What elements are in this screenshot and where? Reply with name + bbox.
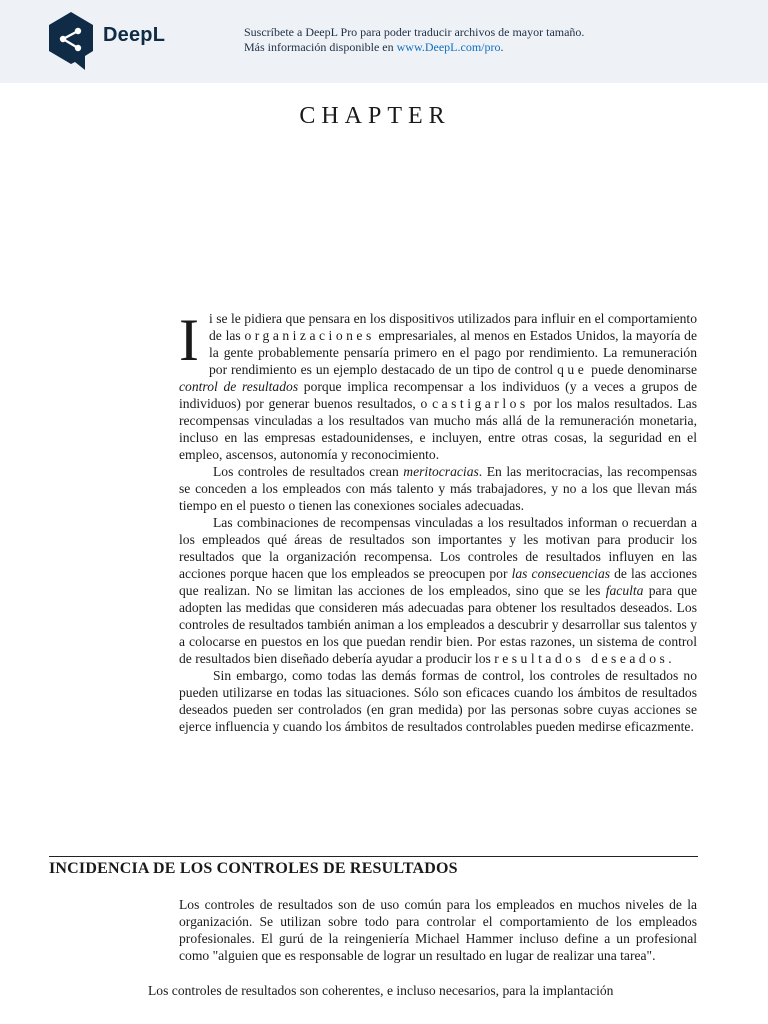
text-run: para que adopten las medidas que consideren más adecuadas para obtener los resultados deseados. Los controles de resultados también animan a los empleados a descubrir y desarrollar sus talentos y a colocarse en puestos en los que puedan rendir bien. Por estas razones, un sistema de control de resultados bien diseñado debería ayudar a producir los xyxy=(179,583,697,666)
deepl-logo[interactable] xyxy=(45,10,175,74)
spaced-word: resultados deseados xyxy=(494,651,669,666)
spaced-word: que xyxy=(557,362,588,377)
text-run: por los malos resultados. Las recompensas vinculadas a los resultados van mucho más allá de la remuneración monetaria, incluso en las empresas estadounidenses, e incluyen, entre otras cosas, la seguridad en el empleo, ascensos, autonomía y reconocimiento. xyxy=(179,396,697,462)
deepl-brand-name: DeepL xyxy=(103,24,166,46)
banner-line-2 xyxy=(244,40,584,55)
spaced-word: castigarlos xyxy=(432,396,529,411)
section-paragraph-1: Los controles de resultados son de uso común para los empleados en muchos niveles de la organización. Se utilizan sobre todo para controlar el comportamiento de los empleados profesionales. El gurú de la reingeniería Michael Hammer incluso define a un profesional como "alguien que es responsable de lograr un resultado en lugar de realizar una tarea". xyxy=(179,897,697,963)
intro-paragraph-2 xyxy=(179,463,697,514)
section-text xyxy=(179,896,697,964)
deepl-banner xyxy=(0,0,768,83)
italic-term: meritocracias xyxy=(403,464,479,479)
text-run: Los controles de resultados crean xyxy=(213,464,404,479)
italic-term: faculta xyxy=(605,583,644,598)
chapter-title: CHAPTER xyxy=(299,103,451,129)
banner-line-1: Suscríbete a DeepL Pro para poder traducir archivos de mayor tamaño. xyxy=(244,25,585,39)
section-heading: INCIDENCIA DE LOS CONTROLES DE RESULTADOS xyxy=(49,860,458,877)
text-run: porque implica recompensar a los individuos (y a veces a grupos de individuos) por generar buenos resultados, o xyxy=(179,379,698,411)
text-run: empresariales, al menos en Estados Unidos, la mayoría de la gente probablemente pensaría primero en el pago por rendimiento. La remuneración por rendimiento es un ejemplo destacado de un tipo de control xyxy=(208,328,698,377)
intro-paragraph-4: Sin embargo, como todas las demás formas de control, los controles de resultados no pueden utilizarse en todas las situaciones. Sólo son eficaces cuando los ámbitos de resultados deseados pueden ser controlados (en gran medida) por las personas sobre cuyas acciones se ejerce influencia y cuando los ámbitos de resultados controlables pueden medirse eficazmente. xyxy=(179,668,697,734)
banner-message xyxy=(244,25,584,55)
text-run: . xyxy=(668,651,672,666)
banner-line-2-suffix: . xyxy=(500,40,504,54)
text-run: Las combinaciones de recompensas vinculadas a los resultados informan o recuerdan a los empleados qué áreas de resultados son importantes y les motivan para producir los resultados que la organización recompensa. Los controles de resultados influyen en las acciones porque hacen que los empleados se preocupen por xyxy=(179,515,697,581)
spaced-word: organizaciones xyxy=(244,328,375,343)
text-run: i se le pidiera que pensara en los dispositivos utilizados para influir en el comportamiento de las xyxy=(208,311,697,343)
deepl-logo-icon xyxy=(45,10,97,74)
intro-paragraph-1 xyxy=(179,307,698,463)
italic-term: las consecuencias xyxy=(511,566,611,581)
text-run: de las acciones que realizan. No se limitan las acciones de los empleados, sino que se les xyxy=(179,566,697,598)
intro-paragraph-3 xyxy=(179,514,697,667)
drop-cap: I xyxy=(179,307,199,373)
text-run: . En las meritocracias, las recompensas se conceden a los empleados con más talento y más trabajadores, y no a los que llevan más tiempo en el puesto o tienen las conexiones sociales adecuadas. xyxy=(179,464,697,513)
section-paragraph-2: Los controles de resultados son coherentes, e incluso necesarios, para la implantación xyxy=(148,983,614,998)
section-divider xyxy=(49,856,698,857)
italic-term: control de resultados xyxy=(179,379,299,394)
intro-text xyxy=(179,307,698,735)
text-run: puede denominarse xyxy=(587,362,697,377)
banner-line-2-prefix: Más información disponible en xyxy=(244,40,397,54)
deepl-pro-link[interactable]: www.DeepL.com/pro xyxy=(396,40,501,54)
